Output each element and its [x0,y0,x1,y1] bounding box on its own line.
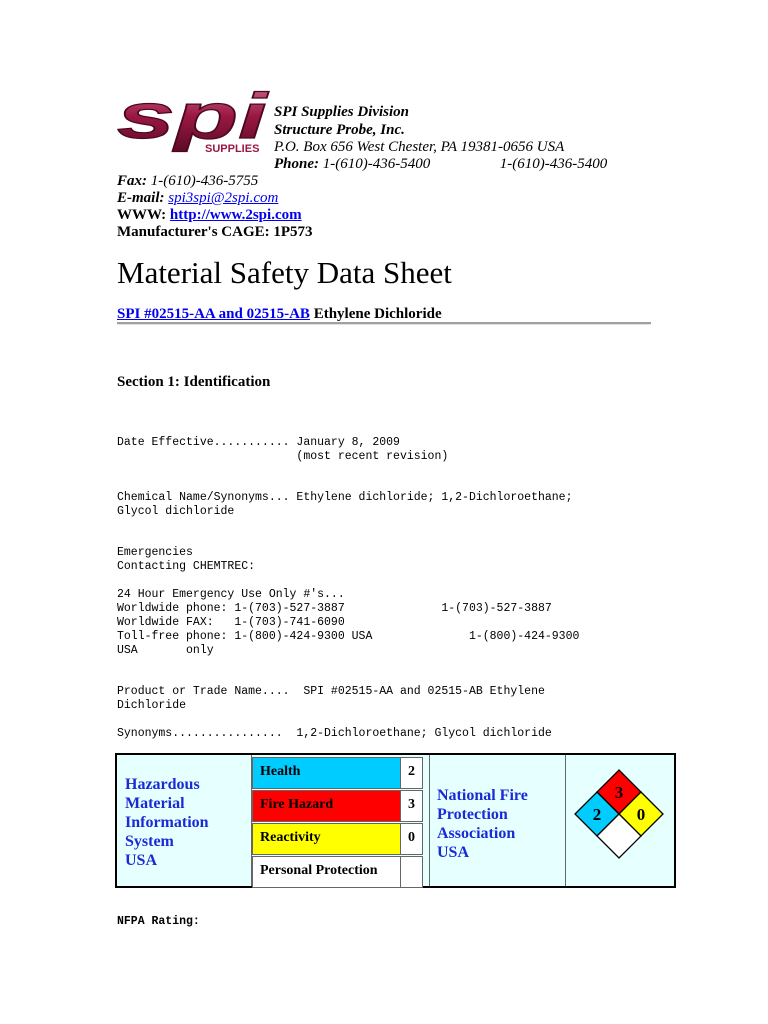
nfpa-flammability-value: 3 [614,783,624,802]
company-name: Structure Probe, Inc. [274,122,405,138]
hmis-row-label: Personal Protection [253,857,401,887]
www-link[interactable]: http://www.2spi.com [169,207,302,223]
cage-line [117,223,313,241]
www-line [117,206,302,224]
section-heading: Section 1: Identification [117,374,271,390]
email-line [117,189,278,207]
hmis-row-value: 0 [408,830,415,845]
hmis-row-label: Health [253,758,401,788]
phone-number-2: 1-(610)-436-5400 [499,156,608,172]
hmis-row-fire-hazard [252,790,423,822]
product-link[interactable]: SPI #02515-AA and 02515-AB [117,306,310,322]
phone-number-1: 1-(610)-436-5400 [322,156,431,172]
synonyms: Synonyms................ 1,2-Dichloroethane; Glycol dichloride [117,727,552,740]
chemical-name: Chemical Name/Synonyms... Ethylene dichloride; 1,2-Dichloroethane; Glycol dichloride [117,491,573,518]
fax-label: Fax: [117,173,147,189]
nfpa-rating-label: NFPA Rating: [117,915,200,928]
cage-label: Manufacturer's CAGE: [117,224,270,240]
company-phone [274,155,607,173]
spi-supplies-logo [117,88,272,156]
hmis-row-label: Fire Hazard [253,791,401,821]
company-division: SPI Supplies Division [274,104,410,120]
fax-line [117,172,258,190]
logo-mark: spi [117,88,269,152]
fax-value: 1-(610)-436-5755 [150,173,259,189]
nfpa-health-value: 2 [592,805,602,824]
email-label: E-mail: [117,190,165,206]
product-name: Ethylene Dichloride [313,306,442,322]
hmis-row-value: 2 [408,764,415,779]
product-trade-name: Product or Trade Name.... SPI #02515-AA and 02515-AB Ethylene Dichloride [117,685,545,712]
page-title: Material Safety Data Sheet [117,255,452,290]
hmis-row-label: Reactivity [253,824,401,854]
hmis-row-health [252,757,423,789]
hazard-rating-table [115,753,676,888]
logo-subtext: SUPPLIES [205,143,260,155]
hmis-row-value [401,857,422,887]
date-effective: Date Effective........... January 8, 2009 (most recent revision) [117,436,449,463]
phone-label: Phone: [274,156,319,172]
product-line [117,306,442,323]
nfpa-title: National Fire Protection Association USA [437,787,528,861]
hmis-row-reactivity [252,823,423,855]
www-label: WWW: [117,207,167,223]
hmis-title: Hazardous Material Information System USA [125,776,209,869]
horizontal-rule [117,322,651,325]
nfpa-reactivity-value: 0 [636,805,646,824]
cage-value: 1P573 [273,224,313,240]
hmis-row-value: 3 [408,797,415,812]
table-divider [429,755,430,886]
table-divider [565,755,566,886]
emergencies-block: Emergencies Contacting CHEMTREC: 24 Hour Emergency Use Only #'s... Worldwide phone: 1-(703)-527-3887 1-(703)-527-3887 Worldwide FAX: 1-(703)-741-6090 Toll-free phone: 1-(800)-424-9300 USA 1-(800)-424-9300 USA only [117,546,580,657]
company-address: P.O. Box 656 West Chester, PA 19381-0656 USA [274,139,565,155]
hmis-row-personal-protection [252,856,423,888]
email-link[interactable]: spi3spi@2spi.com [168,190,279,206]
nfpa-diamond-icon [572,767,667,867]
